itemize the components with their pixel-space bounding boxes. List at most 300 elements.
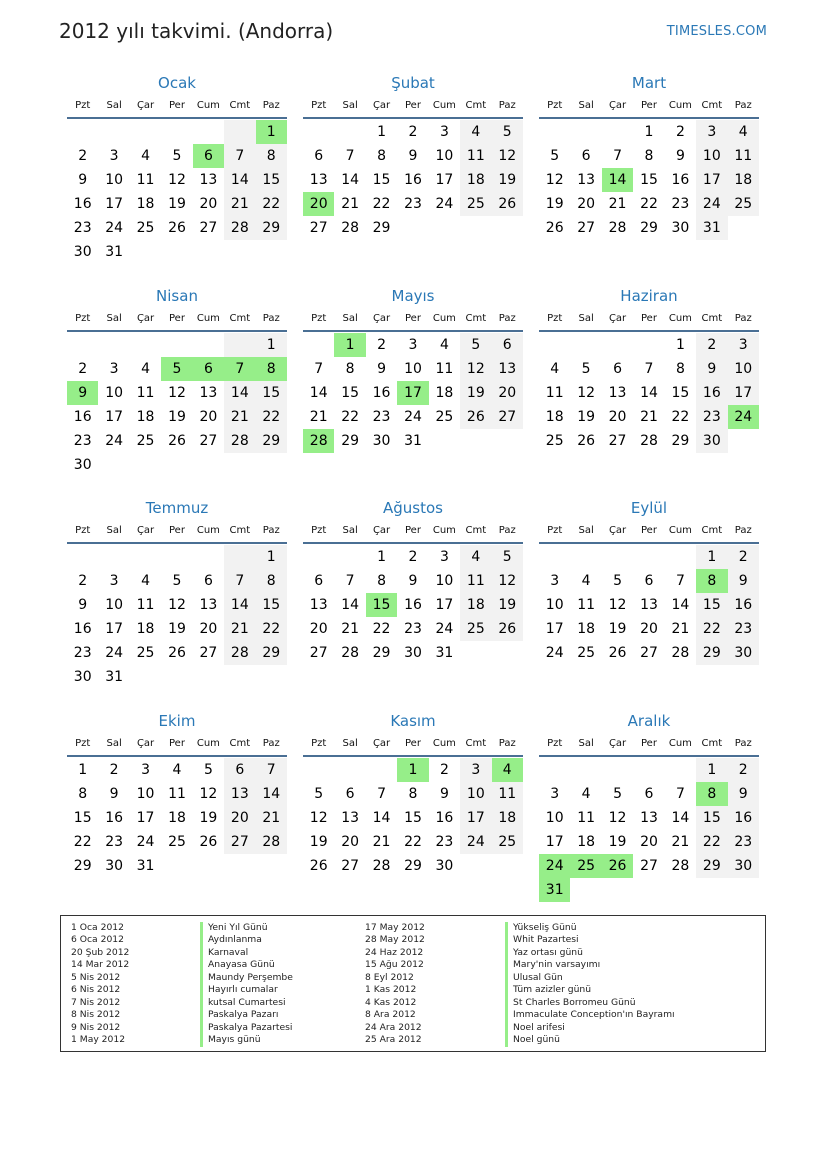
empty-cell bbox=[539, 545, 570, 569]
day-cell: 16 bbox=[404, 597, 422, 613]
holiday-name: Ulusal Gün bbox=[505, 972, 675, 984]
day-cell: 27 bbox=[608, 433, 627, 449]
day-cell: 30 bbox=[435, 858, 454, 874]
weekday-label: Paz bbox=[498, 100, 516, 111]
day-cell: 21 bbox=[671, 834, 690, 850]
day-cell: 25 bbox=[577, 645, 596, 661]
day-cell: 19 bbox=[168, 621, 186, 637]
day-cell: 7 bbox=[224, 569, 255, 593]
day-cell: 27 bbox=[309, 220, 328, 236]
day-cell: 3 bbox=[109, 361, 119, 377]
day-cell: 16 bbox=[728, 806, 759, 830]
holiday-date: 24 Ara 2012 bbox=[365, 1021, 422, 1033]
day-cell: 17 bbox=[460, 806, 491, 830]
day-cell: 5 bbox=[314, 786, 324, 802]
weekday-header bbox=[67, 519, 287, 544]
month-name: Haziran bbox=[620, 287, 678, 305]
weekday-label: Çar bbox=[372, 525, 391, 536]
day-cell: 19 bbox=[460, 381, 491, 405]
empty-cell bbox=[130, 545, 161, 569]
day-cell: 22 bbox=[256, 192, 287, 216]
day-cell: 19 bbox=[492, 593, 523, 617]
day-cell: 28 bbox=[224, 641, 255, 665]
day-cell: 15 bbox=[696, 593, 727, 617]
empty-cell bbox=[570, 333, 601, 357]
weekday-label: Cum bbox=[196, 313, 220, 324]
day-cell: 11 bbox=[460, 144, 491, 168]
holiday-date: 5 Nis 2012 bbox=[71, 971, 121, 983]
day-cell: 26 bbox=[577, 433, 596, 449]
day-cell: 28 bbox=[671, 645, 690, 661]
weekday-label: Paz bbox=[262, 313, 280, 324]
day-cell: 16 bbox=[73, 621, 92, 637]
empty-cell bbox=[161, 120, 192, 144]
holiday-day-cell: 7 bbox=[224, 357, 255, 381]
day-cell: 31 bbox=[435, 645, 454, 661]
day-cell: 30 bbox=[372, 433, 391, 449]
weekday-label: Cmt bbox=[465, 738, 487, 749]
day-cell: 21 bbox=[341, 621, 360, 637]
day-cell: 24 bbox=[105, 645, 124, 661]
day-cell: 21 bbox=[671, 621, 690, 637]
day-grid bbox=[539, 544, 759, 665]
day-cell: 25 bbox=[492, 830, 523, 854]
day-cell: 30 bbox=[105, 858, 124, 874]
day-cell: 23 bbox=[105, 834, 124, 850]
day-cell: 24 bbox=[105, 220, 124, 236]
weekday-label: Cmt bbox=[229, 738, 251, 749]
weekday-label: Çar bbox=[136, 100, 155, 111]
empty-cell bbox=[602, 120, 633, 144]
holiday-day-cell: 6 bbox=[193, 144, 224, 168]
weekday-label: Per bbox=[405, 525, 421, 536]
day-cell: 14 bbox=[341, 597, 360, 613]
month-block bbox=[67, 72, 287, 264]
weekday-label: Cum bbox=[668, 100, 692, 111]
day-cell: 31 bbox=[105, 244, 124, 260]
day-cell: 6 bbox=[314, 573, 324, 589]
day-cell: 22 bbox=[341, 409, 360, 425]
day-cell: 4 bbox=[460, 120, 491, 144]
day-cell: 4 bbox=[728, 120, 759, 144]
day-cell: 12 bbox=[460, 357, 491, 381]
day-cell: 9 bbox=[408, 148, 418, 164]
day-cell: 7 bbox=[256, 758, 287, 782]
day-cell: 5 bbox=[613, 573, 623, 589]
weekday-label: Cum bbox=[196, 525, 220, 536]
weekday-label: Paz bbox=[262, 738, 280, 749]
empty-cell bbox=[665, 545, 696, 569]
day-grid bbox=[539, 332, 759, 453]
weekday-label: Paz bbox=[262, 100, 280, 111]
day-cell: 10 bbox=[460, 782, 491, 806]
weekday-label: Sal bbox=[578, 313, 594, 324]
weekday-header bbox=[539, 307, 759, 332]
day-cell: 11 bbox=[136, 172, 155, 188]
holiday-date: 8 Eyl 2012 bbox=[365, 971, 414, 983]
weekday-label: Sal bbox=[342, 525, 358, 536]
weekday-label: Cum bbox=[432, 313, 456, 324]
day-cell: 1 bbox=[377, 124, 387, 140]
day-cell: 12 bbox=[608, 810, 627, 826]
day-cell: 26 bbox=[309, 858, 328, 874]
month-block bbox=[303, 285, 523, 453]
day-cell: 28 bbox=[372, 858, 391, 874]
weekday-label: Çar bbox=[608, 313, 627, 324]
day-cell: 9 bbox=[78, 172, 88, 188]
day-cell: 21 bbox=[640, 409, 658, 425]
holiday-name: Yaz ortası günü bbox=[505, 947, 675, 959]
day-cell: 14 bbox=[224, 593, 255, 617]
holiday-day-cell: 15 bbox=[366, 593, 397, 617]
holiday-day-cell: 4 bbox=[492, 758, 523, 782]
day-cell: 17 bbox=[435, 597, 454, 613]
month-name: Şubat bbox=[391, 74, 435, 92]
day-cell: 1 bbox=[675, 337, 685, 353]
day-cell: 6 bbox=[613, 361, 623, 377]
empty-cell bbox=[303, 758, 334, 782]
day-cell: 19 bbox=[545, 196, 564, 212]
empty-cell bbox=[570, 758, 601, 782]
holiday-name: Aydınlanma bbox=[200, 934, 293, 946]
day-cell: 6 bbox=[314, 148, 324, 164]
holiday-names-col-1 bbox=[200, 922, 293, 1047]
weekday-label: Paz bbox=[262, 525, 280, 536]
holiday-date: 6 Oca 2012 bbox=[71, 934, 124, 946]
day-cell: 3 bbox=[408, 337, 418, 353]
empty-cell bbox=[67, 545, 98, 569]
empty-cell bbox=[633, 333, 664, 357]
day-cell: 6 bbox=[581, 148, 591, 164]
day-cell: 26 bbox=[199, 834, 218, 850]
holiday-day-cell: 1 bbox=[256, 120, 287, 144]
day-cell: 21 bbox=[372, 834, 391, 850]
day-cell: 7 bbox=[314, 361, 324, 377]
day-cell: 9 bbox=[728, 782, 759, 806]
day-cell: 20 bbox=[224, 806, 255, 830]
empty-cell bbox=[67, 333, 98, 357]
day-grid bbox=[303, 332, 523, 453]
day-cell: 3 bbox=[109, 573, 119, 589]
weekday-label: Cum bbox=[432, 738, 456, 749]
day-cell: 16 bbox=[404, 172, 422, 188]
day-cell: 2 bbox=[408, 124, 418, 140]
holiday-date: 7 Nis 2012 bbox=[71, 996, 121, 1008]
month-block bbox=[539, 497, 759, 665]
empty-cell bbox=[130, 120, 161, 144]
empty-cell bbox=[98, 545, 129, 569]
day-cell: 22 bbox=[696, 830, 727, 854]
day-cell: 30 bbox=[73, 457, 92, 473]
day-cell: 23 bbox=[372, 409, 391, 425]
weekday-header bbox=[303, 94, 523, 119]
day-cell: 6 bbox=[203, 573, 213, 589]
weekday-label: Pzt bbox=[547, 738, 563, 749]
weekday-label: Pzt bbox=[547, 313, 563, 324]
holiday-day-cell: 25 bbox=[570, 854, 601, 878]
day-cell: 4 bbox=[141, 148, 151, 164]
day-cell: 7 bbox=[224, 144, 255, 168]
day-cell: 15 bbox=[256, 381, 287, 405]
month-block bbox=[303, 710, 523, 878]
day-cell: 2 bbox=[728, 545, 759, 569]
day-cell: 12 bbox=[168, 172, 186, 188]
day-cell: 5 bbox=[613, 786, 623, 802]
day-cell: 18 bbox=[136, 196, 155, 212]
day-cell: 7 bbox=[345, 573, 355, 589]
empty-cell bbox=[570, 545, 601, 569]
day-cell: 14 bbox=[671, 810, 690, 826]
day-cell: 10 bbox=[435, 573, 454, 589]
day-cell: 1 bbox=[256, 333, 287, 357]
holiday-date: 15 Ağu 2012 bbox=[365, 959, 424, 971]
day-cell: 26 bbox=[168, 645, 186, 661]
day-cell: 13 bbox=[309, 597, 328, 613]
day-cell: 24 bbox=[696, 192, 727, 216]
day-cell: 11 bbox=[577, 597, 596, 613]
day-cell: 21 bbox=[309, 409, 328, 425]
month-name: Mayıs bbox=[391, 287, 435, 305]
weekday-label: Per bbox=[641, 525, 657, 536]
weekday-header bbox=[539, 94, 759, 119]
weekday-label: Pzt bbox=[75, 525, 91, 536]
weekday-label: Çar bbox=[136, 525, 155, 536]
day-cell: 14 bbox=[224, 168, 255, 192]
day-cell: 17 bbox=[545, 834, 564, 850]
day-cell: 14 bbox=[372, 810, 391, 826]
holiday-date: 8 Ara 2012 bbox=[365, 1009, 416, 1021]
day-grid bbox=[539, 757, 759, 902]
empty-cell bbox=[224, 333, 255, 357]
weekday-label: Cum bbox=[668, 313, 692, 324]
empty-cell bbox=[665, 758, 696, 782]
day-cell: 16 bbox=[73, 409, 92, 425]
weekday-label: Sal bbox=[578, 738, 594, 749]
holiday-date: 1 May 2012 bbox=[71, 1034, 126, 1046]
day-cell: 6 bbox=[492, 333, 523, 357]
day-grid bbox=[303, 119, 523, 240]
weekday-label: Pzt bbox=[547, 100, 563, 111]
empty-cell bbox=[224, 545, 255, 569]
weekday-label: Per bbox=[405, 313, 421, 324]
day-cell: 14 bbox=[256, 782, 287, 806]
day-cell: 1 bbox=[644, 124, 654, 140]
day-cell: 16 bbox=[73, 196, 92, 212]
day-cell: 2 bbox=[78, 361, 88, 377]
day-cell: 9 bbox=[408, 573, 418, 589]
holiday-name: Mary'nin varsayımı bbox=[505, 959, 675, 971]
day-cell: 20 bbox=[199, 409, 218, 425]
empty-cell bbox=[193, 333, 224, 357]
day-cell: 16 bbox=[105, 810, 124, 826]
day-cell: 25 bbox=[460, 617, 491, 641]
empty-cell bbox=[539, 120, 570, 144]
holiday-day-cell: 1 bbox=[334, 333, 365, 357]
weekday-label: Sal bbox=[106, 100, 122, 111]
weekday-label: Cmt bbox=[465, 525, 487, 536]
day-cell: 24 bbox=[460, 830, 491, 854]
day-cell: 11 bbox=[492, 782, 523, 806]
day-cell: 27 bbox=[199, 220, 218, 236]
day-cell: 14 bbox=[640, 385, 658, 401]
empty-cell bbox=[334, 758, 365, 782]
holiday-name: Paskalya Pazarı bbox=[200, 1009, 293, 1021]
day-cell: 7 bbox=[675, 573, 685, 589]
day-cell: 29 bbox=[341, 433, 360, 449]
day-cell: 15 bbox=[256, 593, 287, 617]
day-cell: 3 bbox=[141, 762, 151, 778]
day-cell: 1 bbox=[78, 762, 88, 778]
day-cell: 9 bbox=[675, 148, 685, 164]
day-cell: 9 bbox=[439, 786, 449, 802]
weekday-header bbox=[303, 307, 523, 332]
empty-cell bbox=[161, 545, 192, 569]
day-cell: 30 bbox=[404, 645, 422, 661]
holiday-name: Noel arifesi bbox=[505, 1022, 675, 1034]
day-cell: 4 bbox=[581, 573, 591, 589]
day-cell: 5 bbox=[172, 148, 182, 164]
day-cell: 14 bbox=[309, 385, 328, 401]
weekday-label: Paz bbox=[734, 738, 752, 749]
day-cell: 6 bbox=[644, 573, 654, 589]
day-cell: 18 bbox=[492, 806, 523, 830]
empty-cell bbox=[633, 758, 664, 782]
day-cell: 17 bbox=[435, 172, 454, 188]
month-name: Ocak bbox=[158, 74, 196, 92]
day-cell: 18 bbox=[577, 621, 596, 637]
holiday-name: Maundy Perşembe bbox=[200, 972, 293, 984]
holiday-day-cell: 17 bbox=[397, 381, 428, 405]
day-cell: 27 bbox=[199, 645, 218, 661]
weekday-label: Paz bbox=[734, 525, 752, 536]
day-cell: 15 bbox=[256, 168, 287, 192]
day-cell: 11 bbox=[460, 569, 491, 593]
day-cell: 12 bbox=[492, 144, 523, 168]
holiday-date: 14 Mar 2012 bbox=[71, 959, 130, 971]
day-cell: 16 bbox=[671, 172, 690, 188]
day-cell: 11 bbox=[545, 385, 564, 401]
day-cell: 4 bbox=[550, 361, 560, 377]
day-cell: 13 bbox=[224, 782, 255, 806]
day-cell: 26 bbox=[492, 617, 523, 641]
day-cell: 22 bbox=[256, 617, 287, 641]
day-cell: 17 bbox=[728, 381, 759, 405]
day-cell: 26 bbox=[545, 220, 564, 236]
day-cell: 28 bbox=[256, 830, 287, 854]
weekday-label: Çar bbox=[608, 525, 627, 536]
brand-link[interactable]: TIMESLES.COM bbox=[666, 24, 767, 39]
day-cell: 8 bbox=[377, 573, 387, 589]
holiday-dates-col-2 bbox=[365, 922, 425, 1047]
day-cell: 10 bbox=[105, 172, 124, 188]
day-cell: 14 bbox=[224, 381, 255, 405]
month-name: Ağustos bbox=[383, 499, 443, 517]
weekday-label: Per bbox=[405, 738, 421, 749]
day-cell: 17 bbox=[545, 621, 564, 637]
day-cell: 27 bbox=[640, 645, 658, 661]
weekday-label: Paz bbox=[734, 100, 752, 111]
day-cell: 11 bbox=[136, 385, 155, 401]
weekday-label: Per bbox=[169, 100, 185, 111]
day-cell: 18 bbox=[136, 409, 155, 425]
weekday-label: Pzt bbox=[311, 313, 327, 324]
holiday-date: 28 May 2012 bbox=[365, 934, 425, 946]
weekday-label: Cum bbox=[432, 525, 456, 536]
day-cell: 11 bbox=[435, 361, 454, 377]
holiday-date: 25 Ara 2012 bbox=[365, 1034, 422, 1046]
empty-cell bbox=[303, 120, 334, 144]
day-cell: 3 bbox=[728, 333, 759, 357]
day-cell: 19 bbox=[199, 810, 218, 826]
weekday-label: Cmt bbox=[701, 100, 723, 111]
day-cell: 28 bbox=[341, 220, 360, 236]
weekday-label: Sal bbox=[342, 313, 358, 324]
weekday-label: Cum bbox=[196, 738, 220, 749]
day-cell: 24 bbox=[435, 621, 454, 637]
weekday-label: Pzt bbox=[75, 100, 91, 111]
month-name: Aralık bbox=[627, 712, 671, 730]
weekday-label: Pzt bbox=[547, 525, 563, 536]
weekday-label: Çar bbox=[136, 738, 155, 749]
day-cell: 10 bbox=[105, 385, 124, 401]
weekday-header bbox=[303, 732, 523, 757]
day-cell: 20 bbox=[577, 196, 596, 212]
day-cell: 2 bbox=[696, 333, 727, 357]
weekday-label: Pzt bbox=[75, 738, 91, 749]
day-cell: 8 bbox=[408, 786, 418, 802]
weekday-label: Paz bbox=[498, 525, 516, 536]
holiday-day-cell: 1 bbox=[397, 758, 428, 782]
holiday-name: Immaculate Conception'ın Bayramı bbox=[505, 1009, 675, 1021]
day-cell: 15 bbox=[696, 806, 727, 830]
day-grid bbox=[67, 119, 287, 264]
weekday-label: Sal bbox=[106, 525, 122, 536]
day-cell: 2 bbox=[78, 148, 88, 164]
day-cell: 18 bbox=[460, 168, 491, 192]
holiday-day-cell: 14 bbox=[602, 168, 633, 192]
empty-cell bbox=[539, 758, 570, 782]
day-cell: 10 bbox=[136, 786, 155, 802]
weekday-label: Cmt bbox=[465, 313, 487, 324]
empty-cell bbox=[303, 545, 334, 569]
holiday-date: 17 May 2012 bbox=[365, 922, 425, 933]
day-cell: 12 bbox=[608, 597, 627, 613]
day-cell: 11 bbox=[168, 786, 186, 802]
day-cell: 13 bbox=[199, 597, 218, 613]
day-cell: 11 bbox=[728, 144, 759, 168]
day-cell: 31 bbox=[404, 433, 422, 449]
month-block bbox=[67, 710, 287, 878]
holiday-date: 8 Nis 2012 bbox=[71, 1009, 121, 1021]
day-cell: 7 bbox=[345, 148, 355, 164]
day-cell: 10 bbox=[435, 148, 454, 164]
day-cell: 28 bbox=[640, 433, 658, 449]
holiday-name: kutsal Cumartesi bbox=[200, 997, 293, 1009]
holiday-day-cell: 8 bbox=[696, 782, 727, 806]
day-cell: 2 bbox=[408, 549, 418, 565]
month-name: Mart bbox=[631, 74, 667, 92]
day-cell: 13 bbox=[640, 810, 658, 826]
empty-cell bbox=[67, 120, 98, 144]
day-cell: 2 bbox=[675, 124, 685, 140]
weekday-label: Cmt bbox=[229, 313, 251, 324]
day-grid bbox=[67, 332, 287, 477]
holiday-name: Anayasa Günü bbox=[200, 959, 293, 971]
holiday-day-cell: 5 bbox=[161, 357, 192, 381]
month-block bbox=[303, 497, 523, 665]
day-cell: 25 bbox=[136, 645, 155, 661]
weekday-header bbox=[303, 519, 523, 544]
